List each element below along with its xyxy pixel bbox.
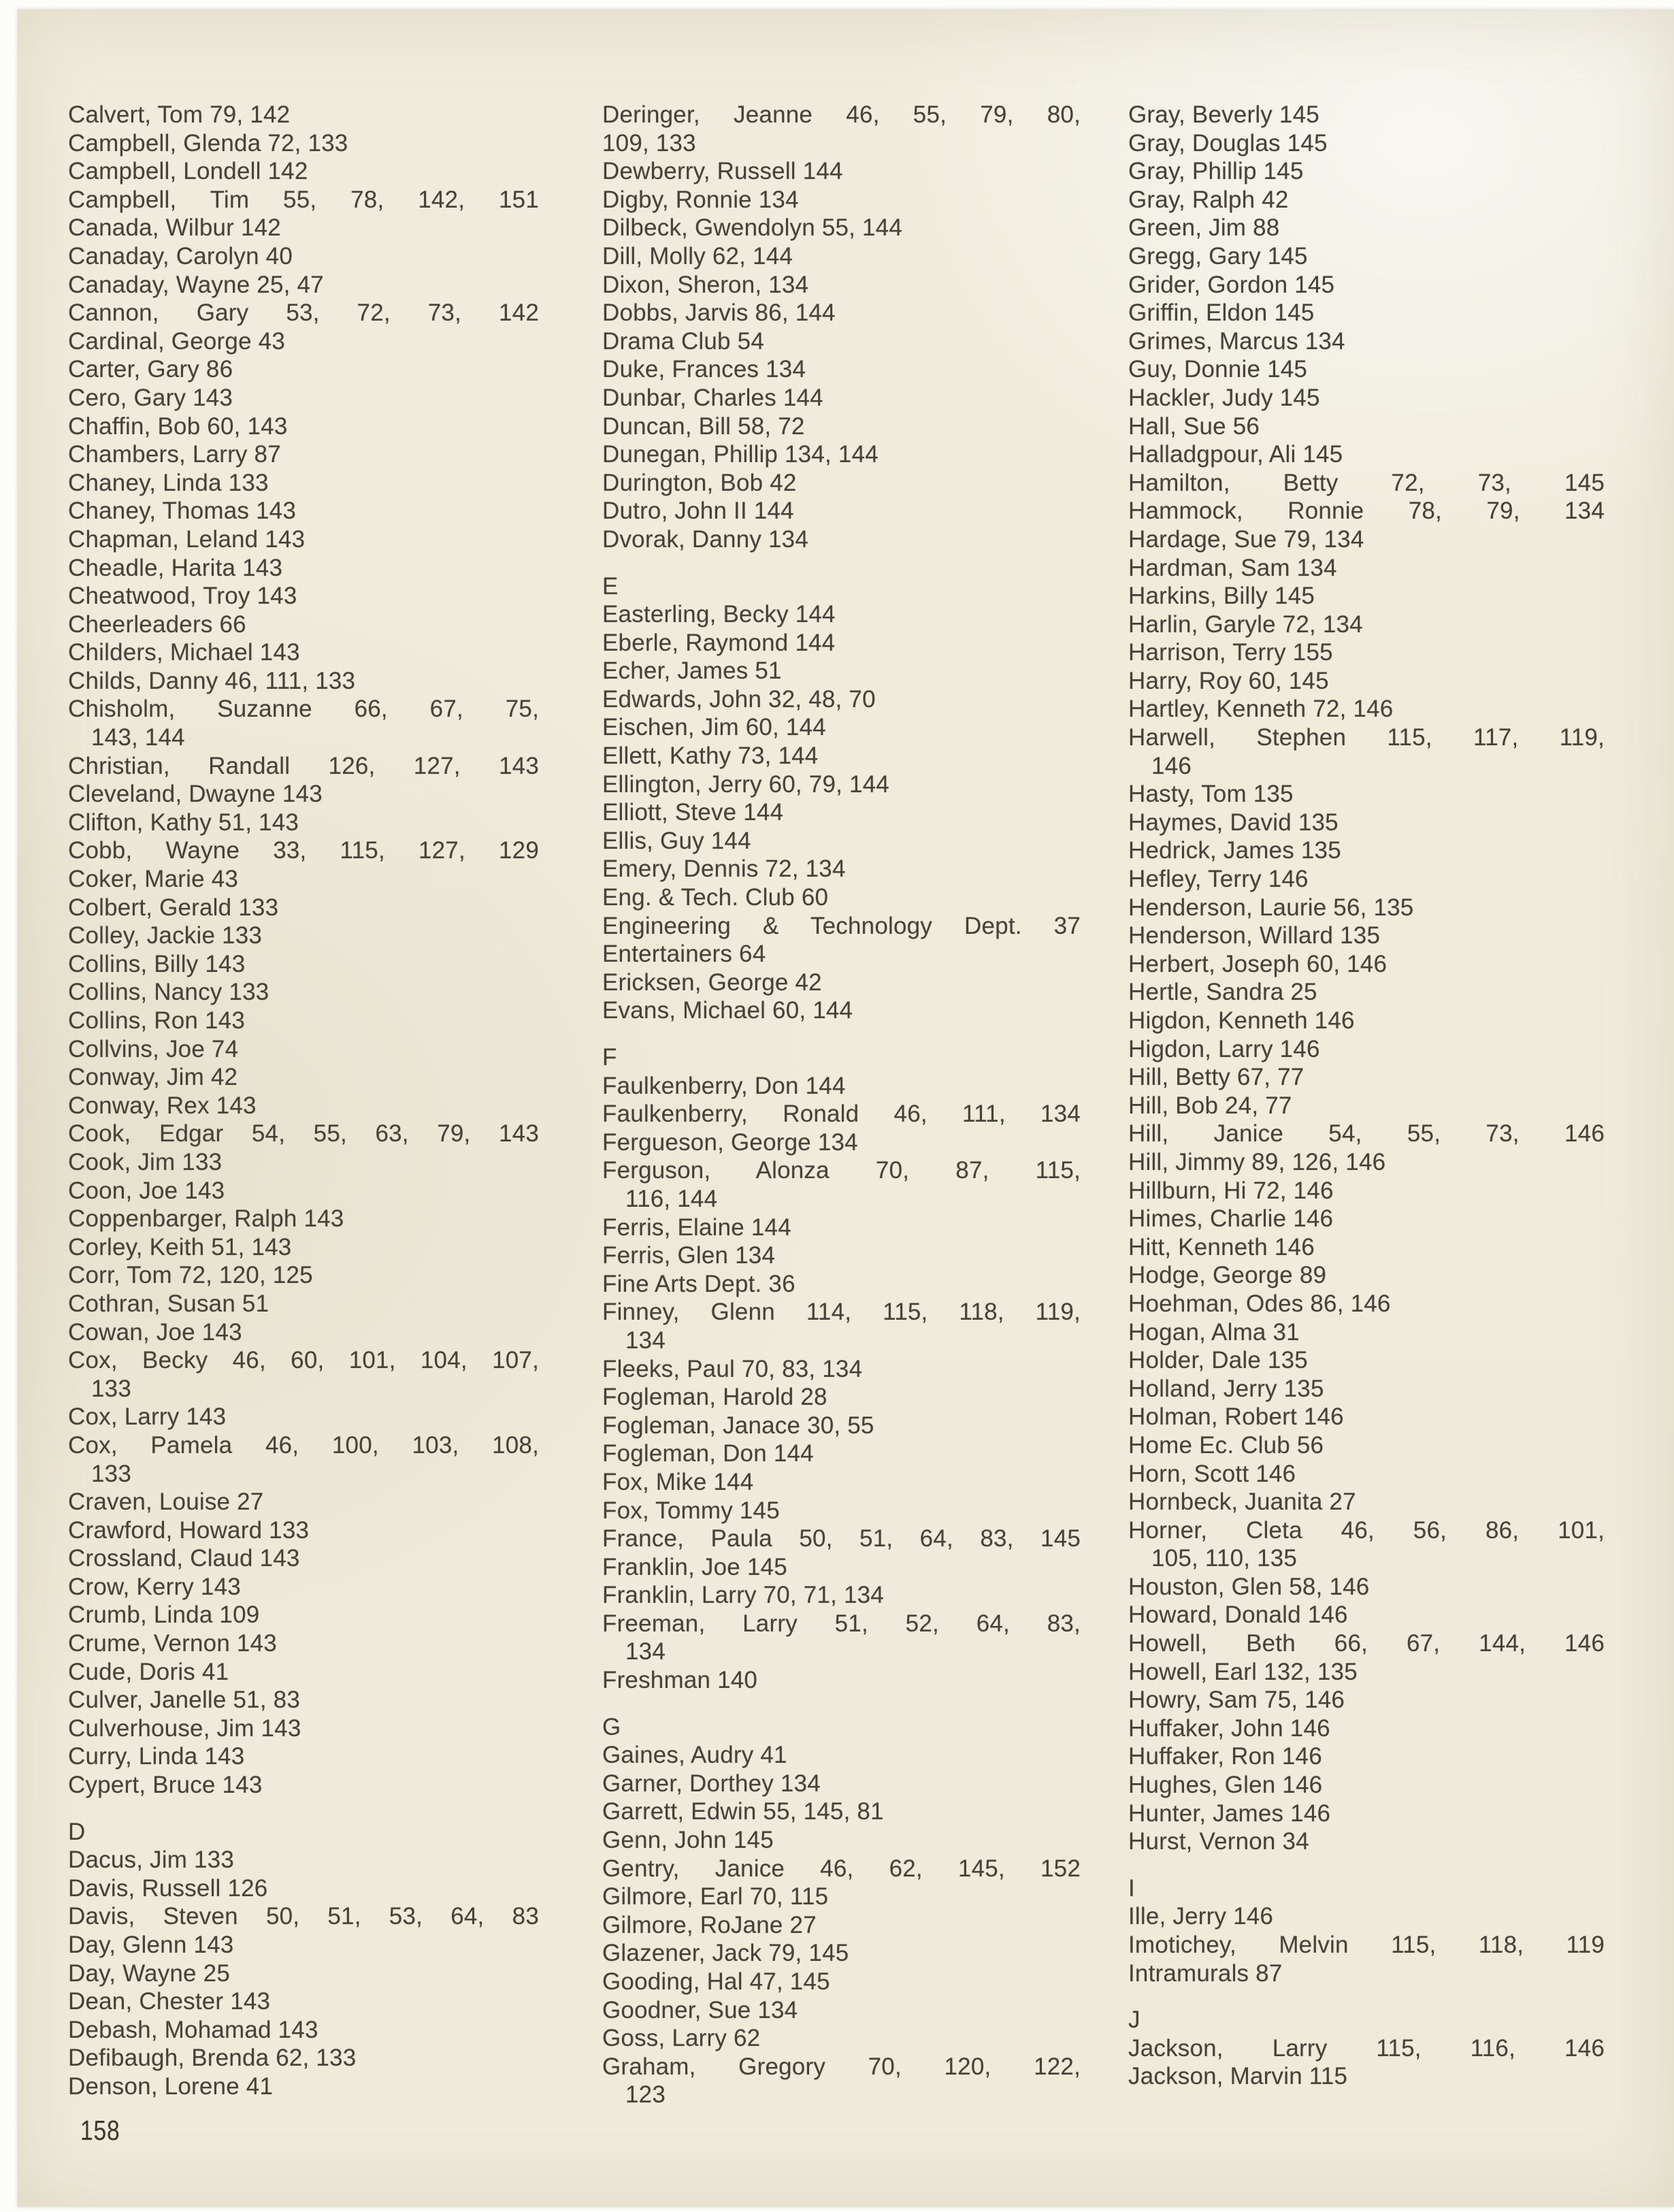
index-entry: Dvorak, Danny 134 <box>602 525 809 553</box>
index-entry: Faulkenberry, Don 144 <box>602 1072 846 1099</box>
index-entry: Campbell, Londell 142 <box>68 158 308 185</box>
index-entry: Cheadle, Harita 143 <box>68 554 283 581</box>
index-entry: Entertainers 64 <box>602 941 766 968</box>
index-entry: Fogleman, Don 144 <box>602 1440 814 1467</box>
index-entry: Huffaker, Ron 146 <box>1128 1743 1322 1770</box>
index-entry: Hitt, Kenneth 146 <box>1128 1233 1315 1260</box>
index-entry: Cobb, Wayne 33, 115, 127, 129 <box>68 837 539 864</box>
index-entry: Conway, Jim 42 <box>68 1064 238 1091</box>
index-entry: Finney, Glenn 114, 115, 118, 119, <box>602 1299 1081 1326</box>
index-entry: Elliott, Steve 144 <box>602 799 784 826</box>
index-entry: Chambers, Larry 87 <box>68 441 281 468</box>
index-entry: Holder, Dale 135 <box>1128 1347 1308 1374</box>
index-entry: Hill, Janice 54, 55, 73, 146 <box>1128 1120 1605 1148</box>
index-entry: Graham, Gregory 70, 120, 122, <box>602 2053 1081 2080</box>
index-entry: Defibaugh, Brenda 62, 133 <box>68 2045 357 2072</box>
index-entry: Genn, John 145 <box>602 1827 774 1854</box>
index-entry: Cleveland, Dwayne 143 <box>68 781 323 808</box>
index-entry: Hurst, Vernon 34 <box>1128 1828 1309 1855</box>
index-entry: Gentry, Janice 46, 62, 145, 152 <box>602 1855 1081 1882</box>
index-entry: France, Paula 50, 51, 64, 83, 145 <box>602 1525 1081 1552</box>
index-entry: Fogleman, Janace 30, 55 <box>602 1412 874 1439</box>
index-entry: Day, Wayne 25 <box>68 1959 230 1987</box>
index-entry-continuation: 146 <box>1151 752 1192 779</box>
index-entry: Conway, Rex 143 <box>68 1092 257 1119</box>
index-entry: Hill, Bob 24, 77 <box>1128 1092 1292 1119</box>
index-entry: Childers, Michael 143 <box>68 639 300 666</box>
index-entry: Harry, Roy 60, 145 <box>1128 667 1329 694</box>
index-entry: Engineering & Technology Dept. 37 <box>602 912 1081 939</box>
index-entry: Hall, Sue 56 <box>1128 412 1260 440</box>
index-entry: Fergueson, George 134 <box>602 1128 858 1156</box>
index-entry: Hunter, James 146 <box>1128 1800 1331 1827</box>
index-entry: Carter, Gary 86 <box>68 356 233 383</box>
index-entry: Cannon, Gary 53, 72, 73, 142 <box>68 299 539 327</box>
index-entry: Hughes, Glen 146 <box>1128 1772 1323 1799</box>
index-entry: Culver, Janelle 51, 83 <box>68 1687 301 1714</box>
index-entry: Gray, Ralph 42 <box>1128 186 1289 213</box>
index-entry-continuation: 133 <box>91 1375 131 1402</box>
index-entry: 109, 133 <box>602 129 696 157</box>
index-entry: Canada, Wilbur 142 <box>68 214 281 242</box>
index-entry: Cardinal, George 43 <box>68 327 285 355</box>
index-entry: Christian, Randall 126, 127, 143 <box>68 752 539 779</box>
page-number: 158 <box>80 2115 120 2146</box>
index-entry: Cero, Gary 143 <box>68 384 233 411</box>
index-entry: Dunegan, Phillip 134, 144 <box>602 441 879 468</box>
index-entry: Hornbeck, Juanita 27 <box>1128 1489 1356 1516</box>
index-entry: Himes, Charlie 146 <box>1128 1205 1334 1233</box>
index-entry: Eischen, Jim 60, 144 <box>602 714 826 741</box>
index-entry: Harwell, Stephen 115, 117, 119, <box>1128 724 1605 751</box>
index-entry: Hamilton, Betty 72, 73, 145 <box>1128 469 1605 496</box>
index-entry: Ellington, Jerry 60, 79, 144 <box>602 770 889 798</box>
index-entry: Cheatwood, Troy 143 <box>68 583 297 610</box>
index-entry: Freshman 140 <box>602 1667 758 1694</box>
index-entry-continuation: 134 <box>625 1638 666 1665</box>
index-entry: Henderson, Willard 135 <box>1128 922 1381 949</box>
index-entry: Harlin, Garyle 72, 134 <box>1128 611 1363 638</box>
index-entry: Fine Arts Dept. 36 <box>602 1270 795 1297</box>
index-entry: Dutro, John II 144 <box>602 498 794 525</box>
index-entry: Halladgpour, Ali 145 <box>1128 441 1343 468</box>
index-entry: Harkins, Billy 145 <box>1128 583 1315 610</box>
index-entry: Howard, Donald 146 <box>1128 1601 1348 1629</box>
index-entry: Fox, Mike 144 <box>602 1468 754 1495</box>
index-entry: Cypert, Bruce 143 <box>68 1772 263 1799</box>
index-column-3 <box>1128 101 1605 2091</box>
section-letter: F <box>602 1044 617 1071</box>
index-entry-continuation: 134 <box>625 1327 666 1354</box>
index-entry: Cude, Doris 41 <box>68 1658 229 1685</box>
index-entry: Calvert, Tom 79, 142 <box>68 101 291 128</box>
index-entry: Hardage, Sue 79, 134 <box>1128 525 1364 553</box>
index-entry: Crume, Vernon 143 <box>68 1630 277 1657</box>
index-entry: Garner, Dorthey 134 <box>602 1770 821 1797</box>
index-entry: Crow, Kerry 143 <box>68 1573 241 1600</box>
index-entry: Hartley, Kenneth 72, 146 <box>1128 696 1394 723</box>
index-entry: Gray, Douglas 145 <box>1128 129 1328 157</box>
index-entry: Colley, Jackie 133 <box>68 922 263 949</box>
index-entry: Canaday, Carolyn 40 <box>68 242 293 270</box>
index-entry: Ferguson, Alonza 70, 87, 115, <box>602 1157 1081 1184</box>
section-letter: I <box>1128 1874 1135 1902</box>
index-entry: Culverhouse, Jim 143 <box>68 1714 301 1742</box>
index-entry: Crossland, Claud 143 <box>68 1545 300 1572</box>
index-entry: Jackson, Larry 115, 116, 146 <box>1128 2034 1605 2062</box>
index-entry: Dobbs, Jarvis 86, 144 <box>602 299 836 327</box>
index-entry: Glazener, Jack 79, 145 <box>602 1940 849 1967</box>
index-entry: Faulkenberry, Ronald 46, 111, 134 <box>602 1101 1081 1128</box>
index-entry: Childs, Danny 46, 111, 133 <box>68 667 356 694</box>
index-entry: Hoehman, Odes 86, 146 <box>1128 1290 1391 1317</box>
index-entry: Day, Glenn 143 <box>68 1932 234 1958</box>
index-entry: Fox, Tommy 145 <box>602 1497 780 1524</box>
index-entry: Dacus, Jim 133 <box>68 1847 235 1874</box>
index-entry: Dill, Molly 62, 144 <box>602 242 793 270</box>
yearbook-index-page <box>18 10 1674 2207</box>
index-entry: Crawford, Howard 133 <box>68 1516 310 1544</box>
index-entry: Horner, Cleta 46, 56, 86, 101, <box>1128 1516 1605 1544</box>
index-entry: Crumb, Linda 109 <box>68 1601 260 1629</box>
index-entry: Chaney, Linda 133 <box>68 469 269 496</box>
index-entry: Intramurals 87 <box>1128 1959 1283 1987</box>
index-entry: Campbell, Tim 55, 78, 142, 151 <box>68 186 539 213</box>
index-entry: Coker, Marie 43 <box>68 866 239 893</box>
index-entry: Duke, Frances 134 <box>602 356 806 383</box>
index-entry: Davis, Steven 50, 51, 53, 64, 83 <box>68 1903 539 1930</box>
index-entry: Chaffin, Bob 60, 143 <box>68 412 288 440</box>
section-letter: D <box>68 1818 86 1845</box>
index-entry: Ellett, Kathy 73, 144 <box>602 743 819 770</box>
index-entry: Drama Club 54 <box>602 327 764 355</box>
index-entry: Cook, Edgar 54, 55, 63, 79, 143 <box>68 1120 539 1148</box>
index-entry: Hedrick, James 135 <box>1128 837 1341 864</box>
index-entry: Ille, Jerry 146 <box>1128 1903 1274 1930</box>
index-entry: Evans, Michael 60, 144 <box>602 997 853 1024</box>
index-entry-continuation: 143, 144 <box>91 724 185 751</box>
index-entry: Hodge, George 89 <box>1128 1262 1327 1289</box>
index-entry: Cheerleaders 66 <box>68 611 246 638</box>
index-entry: Harrison, Terry 155 <box>1128 639 1333 666</box>
index-entry: Dunbar, Charles 144 <box>602 384 823 411</box>
index-entry: Franklin, Larry 70, 71, 134 <box>602 1582 884 1609</box>
index-entry: Duncan, Bill 58, 72 <box>602 412 805 440</box>
index-entry: Cox, Pamela 46, 100, 103, 108, <box>68 1431 539 1459</box>
index-entry: Chisholm, Suzanne 66, 67, 75, <box>68 696 539 723</box>
index-entry: Collvins, Joe 74 <box>68 1035 239 1062</box>
index-entry: Higdon, Larry 146 <box>1128 1035 1320 1062</box>
index-entry: Durington, Bob 42 <box>602 469 797 496</box>
index-entry: Emery, Dennis 72, 134 <box>602 856 846 883</box>
index-entry: Campbell, Glenda 72, 133 <box>68 129 348 157</box>
index-entry: Fogleman, Harold 28 <box>602 1384 827 1411</box>
index-entry: Guy, Donnie 145 <box>1128 356 1308 383</box>
index-entry: Canaday, Wayne 25, 47 <box>68 271 324 298</box>
index-entry: Cook, Jim 133 <box>68 1148 223 1175</box>
index-entry: Eng. & Tech. Club 60 <box>602 884 829 911</box>
index-entry: Griffin, Eldon 145 <box>1128 299 1315 327</box>
index-entry: Echer, James 51 <box>602 657 782 685</box>
index-entry: Dixon, Sheron, 134 <box>602 271 809 298</box>
index-entry: Franklin, Joe 145 <box>602 1553 787 1580</box>
index-entry: Higdon, Kenneth 146 <box>1128 1007 1355 1034</box>
index-entry: Davis, Russell 126 <box>68 1874 268 1902</box>
index-entry: Ellis, Guy 144 <box>602 827 751 854</box>
index-entry: Gray, Beverly 145 <box>1128 101 1319 128</box>
index-entry: Hill, Jimmy 89, 126, 146 <box>1128 1148 1386 1175</box>
index-entry: Ferris, Elaine 144 <box>602 1214 791 1241</box>
index-entry: Holman, Robert 146 <box>1128 1403 1344 1431</box>
index-entry: Fleeks, Paul 70, 83, 134 <box>602 1355 863 1382</box>
index-entry-continuation: 105, 110, 135 <box>1151 1545 1298 1572</box>
index-entry: Hefley, Terry 146 <box>1128 866 1309 893</box>
index-entry: Cowan, Joe 143 <box>68 1318 242 1346</box>
index-entry: Edwards, John 32, 48, 70 <box>602 685 876 713</box>
index-entry: Gregg, Gary 145 <box>1128 242 1308 270</box>
index-entry-continuation: 116, 144 <box>625 1185 718 1212</box>
index-entry: Cox, Larry 143 <box>68 1403 227 1431</box>
index-entry: Green, Jim 88 <box>1128 214 1280 242</box>
index-entry: Gooding, Hal 47, 145 <box>602 1968 830 1995</box>
index-entry: Huffaker, John 146 <box>1128 1714 1330 1742</box>
index-entry: Goss, Larry 62 <box>602 2025 761 2052</box>
index-entry-continuation: 123 <box>625 2081 666 2109</box>
section-letter: G <box>602 1713 621 1740</box>
index-column-2 <box>602 101 1081 2109</box>
index-entry: Dilbeck, Gwendolyn 55, 144 <box>602 214 903 242</box>
index-entry: Gilmore, RoJane 27 <box>602 1911 817 1938</box>
index-entry: Holland, Jerry 135 <box>1128 1375 1324 1402</box>
index-entry: Freeman, Larry 51, 52, 64, 83, <box>602 1610 1081 1637</box>
index-entry: Horn, Scott 146 <box>1128 1460 1296 1487</box>
index-entry: Dewberry, Russell 144 <box>602 158 843 185</box>
index-entry: Easterling, Becky 144 <box>602 601 836 628</box>
index-entry: Howell, Earl 132, 135 <box>1128 1658 1358 1685</box>
index-entry: Herbert, Joseph 60, 146 <box>1128 950 1388 977</box>
index-entry: Debash, Mohamad 143 <box>68 2016 318 2043</box>
index-entry: Howell, Beth 66, 67, 144, 146 <box>1128 1630 1605 1657</box>
index-entry: Goodner, Sue 134 <box>602 1996 798 2023</box>
index-entry: Eberle, Raymond 144 <box>602 629 836 656</box>
index-entry: Ferris, Glen 134 <box>602 1242 776 1269</box>
index-entry: Hillburn, Hi 72, 146 <box>1128 1177 1334 1204</box>
index-entry: Hasty, Tom 135 <box>1128 781 1294 808</box>
index-entry: Coon, Joe 143 <box>68 1177 225 1204</box>
index-entry: Corr, Tom 72, 120, 125 <box>68 1262 313 1289</box>
index-entry: Deringer, Jeanne 46, 55, 79, 80, <box>602 101 1081 128</box>
index-entry: Houston, Glen 58, 146 <box>1128 1573 1370 1600</box>
index-entry: Colbert, Gerald 133 <box>68 894 279 921</box>
index-entry: Grimes, Marcus 134 <box>1128 327 1345 355</box>
index-entry: Craven, Louise 27 <box>68 1489 264 1516</box>
index-entry: Haymes, David 135 <box>1128 809 1339 836</box>
index-entry: Corley, Keith 51, 143 <box>68 1233 292 1260</box>
section-letter: J <box>1128 2006 1140 2034</box>
index-entry: Coppenbarger, Ralph 143 <box>68 1205 344 1233</box>
index-entry: Collins, Billy 143 <box>68 950 246 977</box>
index-entry: Dean, Chester 143 <box>68 1988 271 2015</box>
index-entry: Hammock, Ronnie 78, 79, 134 <box>1128 498 1605 525</box>
index-entry: Garrett, Edwin 55, 145, 81 <box>602 1798 884 1825</box>
index-entry: Gaines, Audry 41 <box>602 1742 787 1769</box>
index-entry: Gray, Phillip 145 <box>1128 158 1304 185</box>
index-entry: Chaney, Thomas 143 <box>68 498 297 525</box>
index-entry: Grider, Gordon 145 <box>1128 271 1335 298</box>
index-entry: Collins, Nancy 133 <box>68 979 269 1006</box>
index-entry: Gilmore, Earl 70, 115 <box>602 1883 829 1910</box>
index-entry: Jackson, Marvin 115 <box>1128 2063 1348 2090</box>
index-entry: Henderson, Laurie 56, 135 <box>1128 894 1414 921</box>
index-entry: Imotichey, Melvin 115, 118, 119 <box>1128 1932 1605 1958</box>
index-entry-continuation: 133 <box>91 1460 131 1487</box>
index-entry: Collins, Ron 143 <box>68 1007 246 1034</box>
index-entry: Hackler, Judy 145 <box>1128 384 1320 411</box>
index-entry: Hill, Betty 67, 77 <box>1128 1064 1304 1091</box>
index-entry: Curry, Linda 143 <box>68 1743 245 1770</box>
index-column-1 <box>68 101 539 2101</box>
index-entry: Cox, Becky 46, 60, 101, 104, 107, <box>68 1347 539 1374</box>
index-entry: Chapman, Leland 143 <box>68 525 306 553</box>
section-letter: E <box>602 572 619 600</box>
index-entry: Cothran, Susan 51 <box>68 1290 269 1317</box>
index-entry: Hardman, Sam 134 <box>1128 554 1337 581</box>
index-entry: Denson, Lorene 41 <box>68 2072 274 2100</box>
index-entry: Home Ec. Club 56 <box>1128 1431 1324 1459</box>
index-entry: Clifton, Kathy 51, 143 <box>68 809 299 836</box>
index-entry: Hogan, Alma 31 <box>1128 1318 1300 1346</box>
index-entry: Hertle, Sandra 25 <box>1128 979 1317 1006</box>
index-entry: Howry, Sam 75, 146 <box>1128 1687 1345 1714</box>
index-entry: Ericksen, George 42 <box>602 969 822 996</box>
index-entry: Digby, Ronnie 134 <box>602 186 799 213</box>
